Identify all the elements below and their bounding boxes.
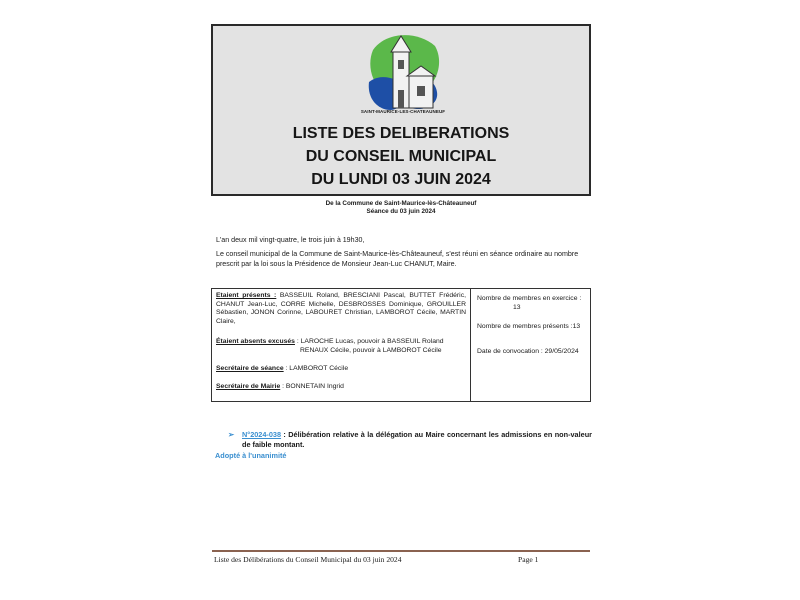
deliberation-number: N°2024-038 [242,430,282,439]
presents-value: BASSEUIL Roland, BRESCIANI Pascal, BUTTET Frédéric, CHANUT Jean-Luc, CORRE Michelle, DESBROSSES Dominique, GROUILLER Sébastien, JONON Corinne, LABOURET Christian, LAMBOROT Cécile, MARTIN Claire, [216,292,466,325]
header-box [211,24,591,196]
intro-date: L'an deux mil vingt-quatre, le trois juin à 19h30, [216,236,365,244]
footer-divider [212,550,590,552]
deliberation-text-block [230,430,592,449]
secretaire-mairie [216,383,466,392]
commune-logo [365,30,443,116]
footer-title: Liste des Délibérations du Conseil Municipal du 03 juin 2024 [214,555,402,564]
absents-label: Étaient absents excusés [216,338,295,345]
secretaire-seance-label: Secrétaire de séance [216,365,284,372]
arrow-bullet-icon: ➢ [228,430,235,439]
absents-line-2: RENAUX Cécile, pouvoir à LAMBOROT Cécile [300,347,442,354]
commune-name: De la Commune de Saint-Maurice-lès-Châteauneuf [325,200,477,207]
presents-label: Etaient présents : [216,292,277,299]
secretaire-seance [216,365,466,374]
title-line-2: DU CONSEIL MUNICIPAL [305,148,497,165]
logo-caption: SAINT-MAURICE-LES-CHATEAUNEUF [360,109,446,114]
document-title [213,122,589,191]
page-number: Page 1 [518,555,539,564]
deliberation-item [230,430,592,449]
intro-council: Le conseil municipal de la Commune de Saint-Maurice-lès-Châteauneuf, s'est réuni en séance ordinaire au nombre prescrit par la loi sous la Présidence de Monsieur Jean-Luc CHANUT, Maire. [216,250,579,268]
absents-block [216,338,470,347]
absents-line-1: : LAROCHE Lucas, pouvoir à BASSEUIL Roland [296,338,444,345]
seance-date: Séance du 03 juin 2024 [366,208,436,215]
members-in-office-label: Nombre de membres en exercice : [477,295,582,302]
title-line-3: DU LUNDI 03 JUIN 2024 [311,171,491,188]
title-line-1: LISTE DES DELIBERATIONS [292,125,510,142]
attendance-table [211,288,591,402]
deliberation-text: Délibération relative à la délégation au Maire concernant les admissions en non-valeur de faible montant. [242,430,592,449]
secretaire-seance-value: : LAMBOROT Cécile [285,365,349,372]
members-present: Nombre de membres présents :13 [477,323,581,330]
secretaire-mairie-value: : BONNETAIN Ingrid [282,383,344,390]
secretaire-mairie-label: Secrétaire de Mairie [216,383,281,390]
table-divider [470,289,471,401]
deliberation-result: Adopté à l'unanimité [215,451,287,460]
subheading [211,200,591,216]
deliberation-colon: : [281,430,289,439]
convocation-date: Date de convocation : 29/05/2024 [477,348,579,355]
members-in-office-value: 13 [513,304,521,311]
presents-block [216,292,466,326]
